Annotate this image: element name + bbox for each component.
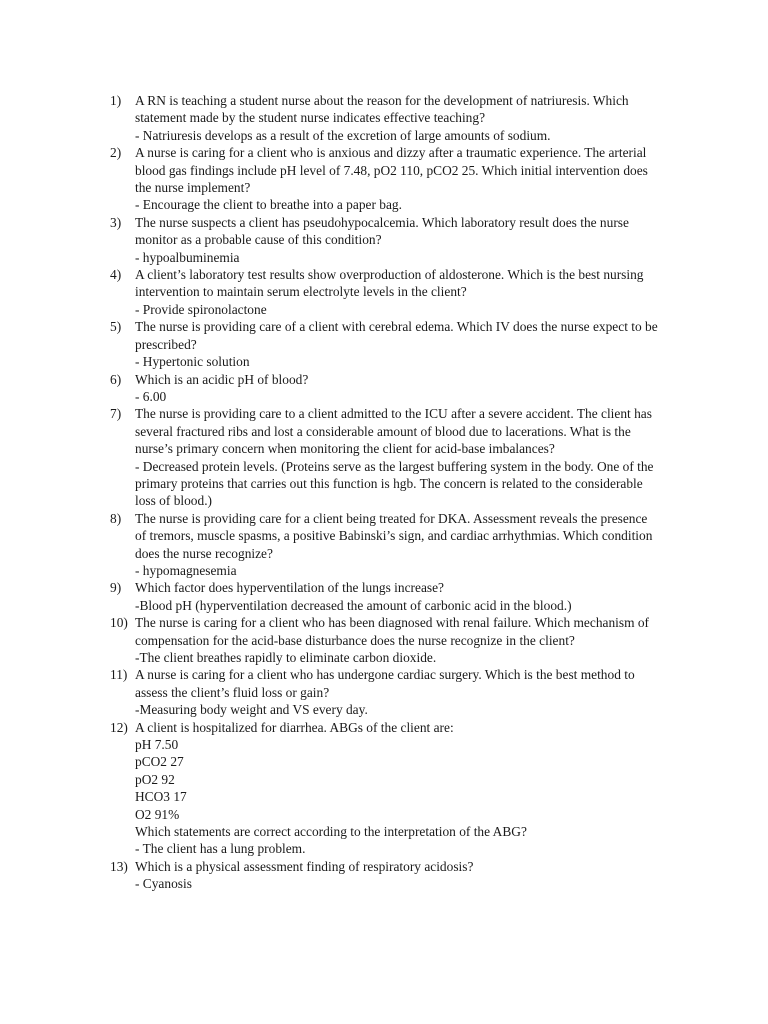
question-number: 4) — [110, 267, 122, 283]
text-line: primary proteins that carries out this function is hgb. The concern is related to the considerable — [135, 475, 643, 491]
question-body — [135, 318, 680, 370]
question-body — [135, 719, 680, 858]
document-page — [110, 92, 680, 893]
text-line: pH 7.50 — [135, 737, 179, 753]
question-item — [110, 371, 680, 406]
question-number: 8) — [110, 510, 122, 526]
question-number: 2) — [110, 145, 122, 161]
text-line: - The client has a lung problem. — [135, 841, 306, 857]
text-line: Which is a physical assessment finding of respiratory acidosis? — [135, 858, 474, 874]
text-line: - Decreased protein levels. (Proteins serve as the largest buffering system in the body. One of the — [135, 458, 654, 474]
text-line: A RN is teaching a student nurse about the reason for the development of natriuresis. Which — [135, 93, 629, 108]
question-item — [110, 92, 680, 144]
text-line: the nurse implement? — [135, 180, 251, 196]
text-line: The nurse is providing care for a client being treated for DKA. Assessment reveals the presence — [135, 510, 648, 526]
question-number: 6) — [110, 371, 122, 387]
question-body — [135, 858, 680, 893]
text-line: assess the client’s fluid loss or gain? — [135, 684, 330, 700]
text-line: of tremors, muscle spasms, a positive Babinski’s sign, and cardiac arrhythmias. Which condition — [135, 528, 653, 544]
question-item — [110, 719, 680, 858]
question-item — [110, 144, 680, 214]
question-item — [110, 214, 680, 266]
text-line: - Cyanosis — [135, 876, 192, 892]
text-line: The nurse is providing care to a client admitted to the ICU after a severe accident. The client has — [135, 406, 652, 422]
text-line: pCO2 27 — [135, 754, 184, 770]
text-line: A client is hospitalized for diarrhea. ABGs of the client are: — [135, 719, 454, 735]
question-item — [110, 405, 680, 509]
question-body — [135, 510, 680, 580]
text-line: monitor as a probable cause of this condition? — [135, 232, 382, 248]
question-item — [110, 666, 680, 718]
question-body — [135, 405, 680, 509]
text-line: A nurse is caring for a client who has undergone cardiac surgery. Which is the best method to — [135, 667, 635, 683]
text-line: - hypomagnesemia — [135, 562, 237, 578]
text-line: - Hypertonic solution — [135, 354, 250, 370]
question-number: 9) — [110, 580, 122, 596]
text-line: Which factor does hyperventilation of the lungs increase? — [135, 580, 444, 596]
text-line: A nurse is caring for a client who is anxious and dizzy after a traumatic experience. The arterial — [135, 145, 647, 161]
text-line: The nurse suspects a client has pseudohypocalcemia. Which laboratory result does the nurse — [135, 214, 629, 230]
question-item — [110, 266, 680, 318]
question-number: 12) — [110, 719, 128, 735]
question-body — [135, 614, 680, 666]
text-line: pO2 92 — [135, 771, 175, 787]
text-line: A client’s laboratory test results show overproduction of aldosterone. Which is the best nursing — [135, 267, 644, 283]
text-line: several fractured ribs and lost a considerable amount of blood due to lacerations. What is the — [135, 423, 631, 439]
question-number: 10) — [110, 615, 128, 631]
text-line: O2 91% — [135, 806, 180, 822]
question-number: 13) — [110, 858, 128, 874]
question-item — [110, 318, 680, 370]
text-line: Which statements are correct according to the interpretation of the ABG? — [135, 824, 527, 840]
question-item — [110, 579, 680, 614]
text-line: loss of blood.) — [135, 493, 212, 509]
text-line: nurse’s primary concern when monitoring the client for acid-base imbalances? — [135, 441, 555, 457]
question-number: 11) — [110, 667, 128, 683]
text-line: Which is an acidic pH of blood? — [135, 371, 309, 387]
text-line: intervention to maintain serum electrolyte levels in the client? — [135, 284, 467, 300]
text-line: -Measuring body weight and VS every day. — [135, 702, 368, 718]
text-line: - Encourage the client to breathe into a paper bag. — [135, 197, 402, 213]
text-line: - Natriuresis develops as a result of the excretion of large amounts of sodium. — [135, 127, 551, 143]
text-line: - Provide spironolactone — [135, 301, 267, 317]
text-line: blood gas findings include pH level of 7.48, pO2 110, pCO2 25. Which initial intervention does — [135, 162, 648, 178]
question-item — [110, 858, 680, 893]
question-body — [135, 266, 680, 318]
question-item — [110, 510, 680, 580]
text-line: The nurse is providing care of a client with cerebral edema. Which IV does the nurse expect to be — [135, 319, 658, 335]
text-line: -Blood pH (hyperventilation decreased the amount of carbonic acid in the blood.) — [135, 597, 572, 613]
text-line: prescribed? — [135, 336, 197, 352]
text-line: - 6.00 — [135, 388, 167, 404]
text-line: - hypoalbuminemia — [135, 249, 240, 265]
text-line: does the nurse recognize? — [135, 545, 273, 561]
question-number: 1) — [110, 93, 122, 108]
text-line: HCO3 17 — [135, 789, 187, 805]
text-line: -The client breathes rapidly to eliminate carbon dioxide. — [135, 650, 437, 665]
question-body — [135, 579, 680, 614]
question-body — [135, 144, 680, 214]
question-number: 5) — [110, 319, 122, 335]
question-body — [135, 92, 680, 144]
text-line: statement made by the student nurse indicates effective teaching? — [135, 110, 486, 126]
question-body — [135, 666, 680, 718]
question-item — [110, 614, 680, 666]
text-line: The nurse is caring for a client who has been diagnosed with renal failure. Which mechanism of — [135, 615, 650, 631]
question-number: 7) — [110, 406, 122, 422]
text-line: compensation for the acid-base disturbance does the nurse recognize in the client? — [135, 632, 575, 648]
question-body — [135, 371, 680, 406]
question-body — [135, 214, 680, 266]
question-number: 3) — [110, 214, 122, 230]
